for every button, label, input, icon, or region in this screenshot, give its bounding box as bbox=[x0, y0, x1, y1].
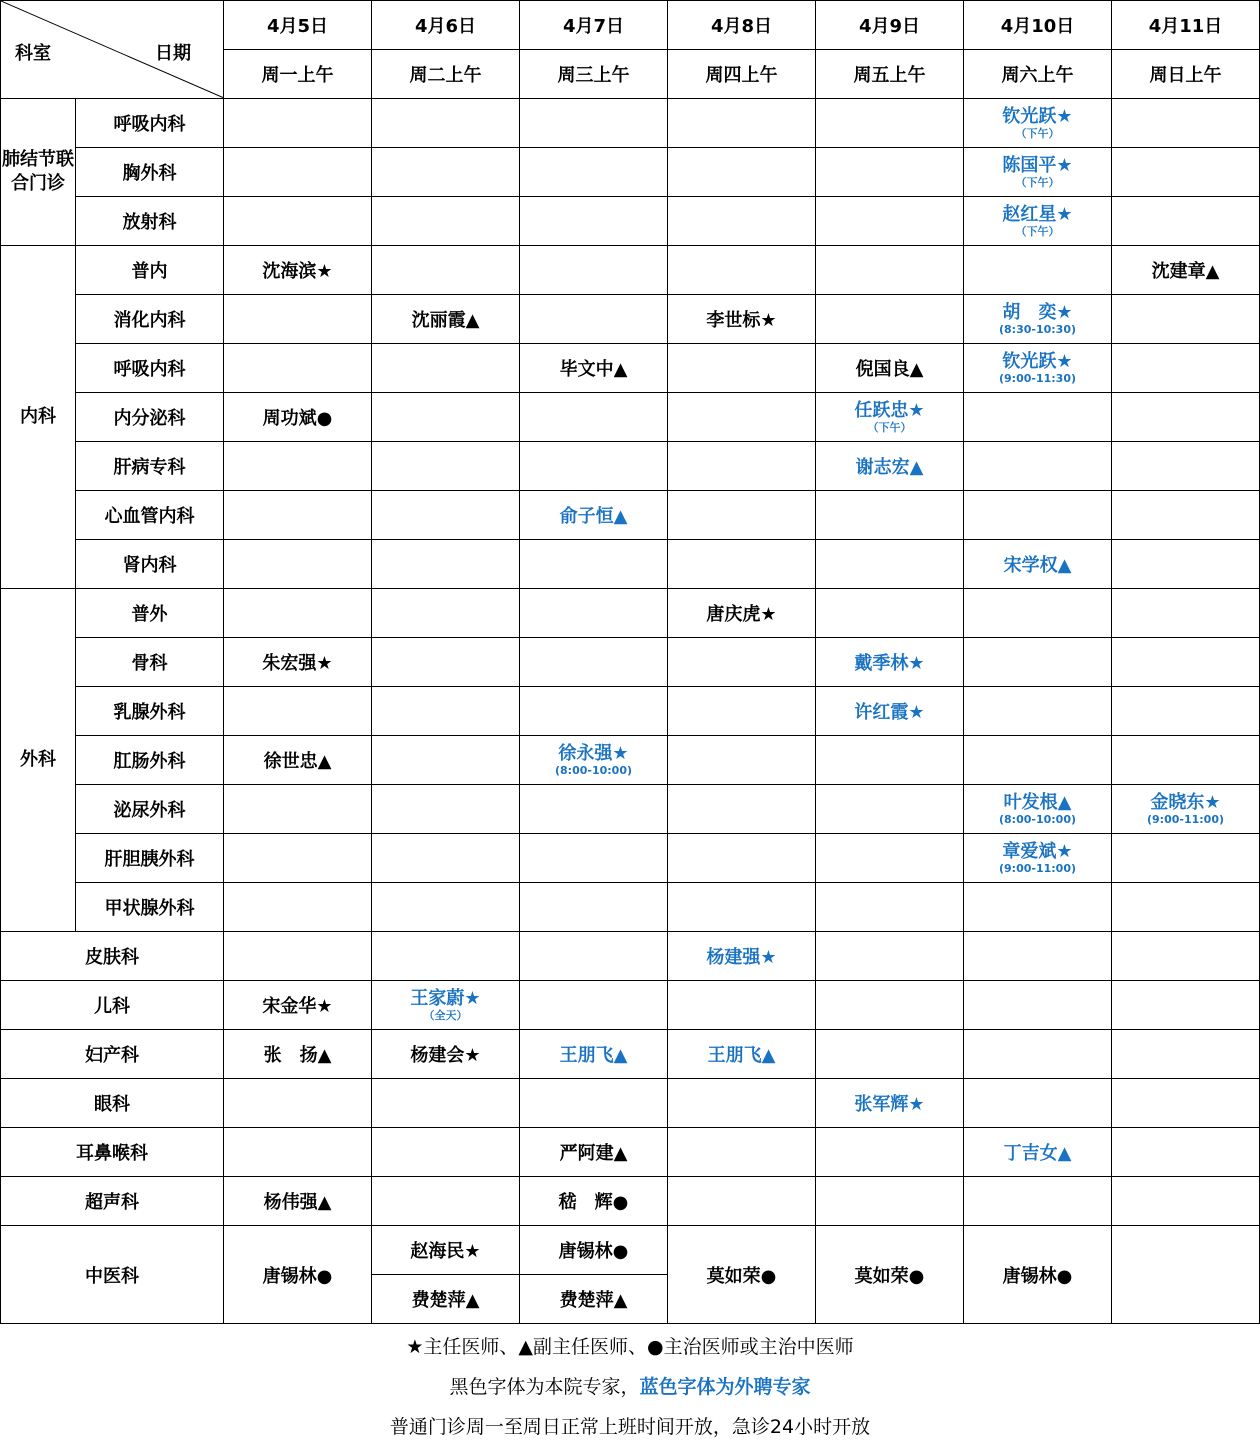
doctor-cell: 沈建章▲ bbox=[1112, 246, 1260, 295]
dept-label: 肛肠外科 bbox=[76, 736, 224, 785]
dept-label: 眼科 bbox=[1, 1079, 224, 1128]
date-header: 4月11日 bbox=[1112, 1, 1260, 50]
day-header: 周六上午 bbox=[964, 50, 1112, 99]
day-header: 周五上午 bbox=[816, 50, 964, 99]
doctor-cell: 唐锡林● bbox=[520, 1226, 668, 1275]
doctor-cell: 金晓东★ (9:00-11:00) bbox=[1112, 785, 1260, 834]
doctor-cell: 宋学权▲ bbox=[964, 540, 1112, 589]
date-header: 4月10日 bbox=[964, 1, 1112, 50]
doctor-cell: 俞子恒▲ bbox=[520, 491, 668, 540]
doctor-cell: 费楚萍▲ bbox=[520, 1275, 668, 1324]
group-internal-medicine: 内科 bbox=[1, 246, 76, 589]
doctor-cell: 莫如荣● bbox=[816, 1226, 964, 1324]
doctor-cell: 许红霞★ bbox=[816, 687, 964, 736]
group-lung-nodule: 肺结节联合门诊 bbox=[1, 99, 76, 246]
doctor-cell: 王家蔚★ （全天） bbox=[372, 981, 520, 1030]
doctor-cell: 周功斌● bbox=[224, 393, 372, 442]
doctor-cell: 钦光跃★ （下午） bbox=[964, 99, 1112, 148]
dept-label: 妇产科 bbox=[1, 1030, 224, 1079]
date-header: 4月9日 bbox=[816, 1, 964, 50]
legend-hours: 普通门诊周一至周日正常上班时间开放，急诊24小时开放 bbox=[389, 1416, 871, 1438]
header-corner bbox=[1, 1, 224, 99]
doctor-cell: 李世标★ bbox=[668, 295, 816, 344]
dept-label: 普内 bbox=[76, 246, 224, 295]
doctor-cell: 唐锡林● bbox=[964, 1226, 1112, 1324]
dept-label: 泌尿外科 bbox=[76, 785, 224, 834]
dept-label: 骨科 bbox=[76, 638, 224, 687]
dept-label: 耳鼻喉科 bbox=[1, 1128, 224, 1177]
doctor-cell: 赵红星★ （下午） bbox=[964, 197, 1112, 246]
doctor-cell: 陈国平★ （下午） bbox=[964, 148, 1112, 197]
doctor-cell: 张 扬▲ bbox=[224, 1030, 372, 1079]
doctor-cell: 杨建强★ bbox=[668, 932, 816, 981]
day-header: 周四上午 bbox=[668, 50, 816, 99]
date-axis-label: 日期 bbox=[155, 43, 191, 64]
doctor-cell: 张军辉★ bbox=[816, 1079, 964, 1128]
legend-black-text: 黑色字体为本院专家， bbox=[449, 1376, 640, 1398]
dept-label: 放射科 bbox=[76, 197, 224, 246]
dept-label: 胸外科 bbox=[76, 148, 224, 197]
doctor-cell: 丁吉女▲ bbox=[964, 1128, 1112, 1177]
doctor-cell: 赵海民★ bbox=[372, 1226, 520, 1275]
doctor-cell: 毕文中▲ bbox=[520, 344, 668, 393]
doctor-cell: 朱宏强★ bbox=[224, 638, 372, 687]
doctor-cell: 嵇 辉● bbox=[520, 1177, 668, 1226]
doctor-cell: 徐永强★ (8:00-10:00) bbox=[520, 736, 668, 785]
dept-label: 呼吸内科 bbox=[76, 344, 224, 393]
doctor-cell: 谢志宏▲ bbox=[816, 442, 964, 491]
doctor-cell: 沈丽霞▲ bbox=[372, 295, 520, 344]
legend-colors bbox=[0, 1372, 1260, 1399]
doctor-cell: 沈海滨★ bbox=[224, 246, 372, 295]
doctor-cell: 倪国良▲ bbox=[816, 344, 964, 393]
doctor-cell: 费楚萍▲ bbox=[372, 1275, 520, 1324]
date-header: 4月5日 bbox=[224, 1, 372, 50]
legend-titles: ★主任医师、▲副主任医师、●主治医师或主治中医师 bbox=[406, 1336, 854, 1358]
dept-label: 呼吸内科 bbox=[76, 99, 224, 148]
doctor-cell: 胡 奕★ (8:30-10:30) bbox=[964, 295, 1112, 344]
day-header: 周一上午 bbox=[224, 50, 372, 99]
day-header: 周二上午 bbox=[372, 50, 520, 99]
dept-axis-label: 科室 bbox=[15, 43, 51, 64]
doctor-cell: 王朋飞▲ bbox=[668, 1030, 816, 1079]
doctor-cell: 唐锡林● bbox=[224, 1226, 372, 1324]
dept-label: 中医科 bbox=[1, 1226, 224, 1324]
doctor-cell: 戴季林★ bbox=[816, 638, 964, 687]
dept-label: 超声科 bbox=[1, 1177, 224, 1226]
doctor-cell: 唐庆虎★ bbox=[668, 589, 816, 638]
dept-label: 普外 bbox=[76, 589, 224, 638]
doctor-cell: 莫如荣● bbox=[668, 1226, 816, 1324]
doctor-cell: 王朋飞▲ bbox=[520, 1030, 668, 1079]
dept-label: 肾内科 bbox=[76, 540, 224, 589]
dept-label: 消化内科 bbox=[76, 295, 224, 344]
doctor-cell: 钦光跃★ (9:00-11:30) bbox=[964, 344, 1112, 393]
doctor-cell: 任跃忠★ （下午） bbox=[816, 393, 964, 442]
doctor-cell: 叶发根▲ (8:00-10:00) bbox=[964, 785, 1112, 834]
doctor-cell: 严阿建▲ bbox=[520, 1128, 668, 1177]
dept-label: 乳腺外科 bbox=[76, 687, 224, 736]
dept-label: 内分泌科 bbox=[76, 393, 224, 442]
date-header: 4月7日 bbox=[520, 1, 668, 50]
day-header: 周日上午 bbox=[1112, 50, 1260, 99]
date-header: 4月6日 bbox=[372, 1, 520, 50]
dept-label: 儿科 bbox=[1, 981, 224, 1030]
legend-blue-text: 蓝色字体为外聘专家 bbox=[639, 1376, 811, 1398]
group-surgery: 外科 bbox=[1, 589, 76, 932]
day-header: 周三上午 bbox=[520, 50, 668, 99]
doctor-cell: 宋金华★ bbox=[224, 981, 372, 1030]
dept-label: 肝病专科 bbox=[76, 442, 224, 491]
dept-label: 心血管内科 bbox=[76, 491, 224, 540]
dept-label: 甲状腺外科 bbox=[76, 883, 224, 932]
doctor-cell: 杨伟强▲ bbox=[224, 1177, 372, 1226]
doctor-cell: 徐世忠▲ bbox=[224, 736, 372, 785]
doctor-cell: 章爱斌★ (9:00-11:00) bbox=[964, 834, 1112, 883]
doctor-cell: 杨建会★ bbox=[372, 1030, 520, 1079]
date-header: 4月8日 bbox=[668, 1, 816, 50]
dept-label: 皮肤科 bbox=[1, 932, 224, 981]
dept-label: 肝胆胰外科 bbox=[76, 834, 224, 883]
